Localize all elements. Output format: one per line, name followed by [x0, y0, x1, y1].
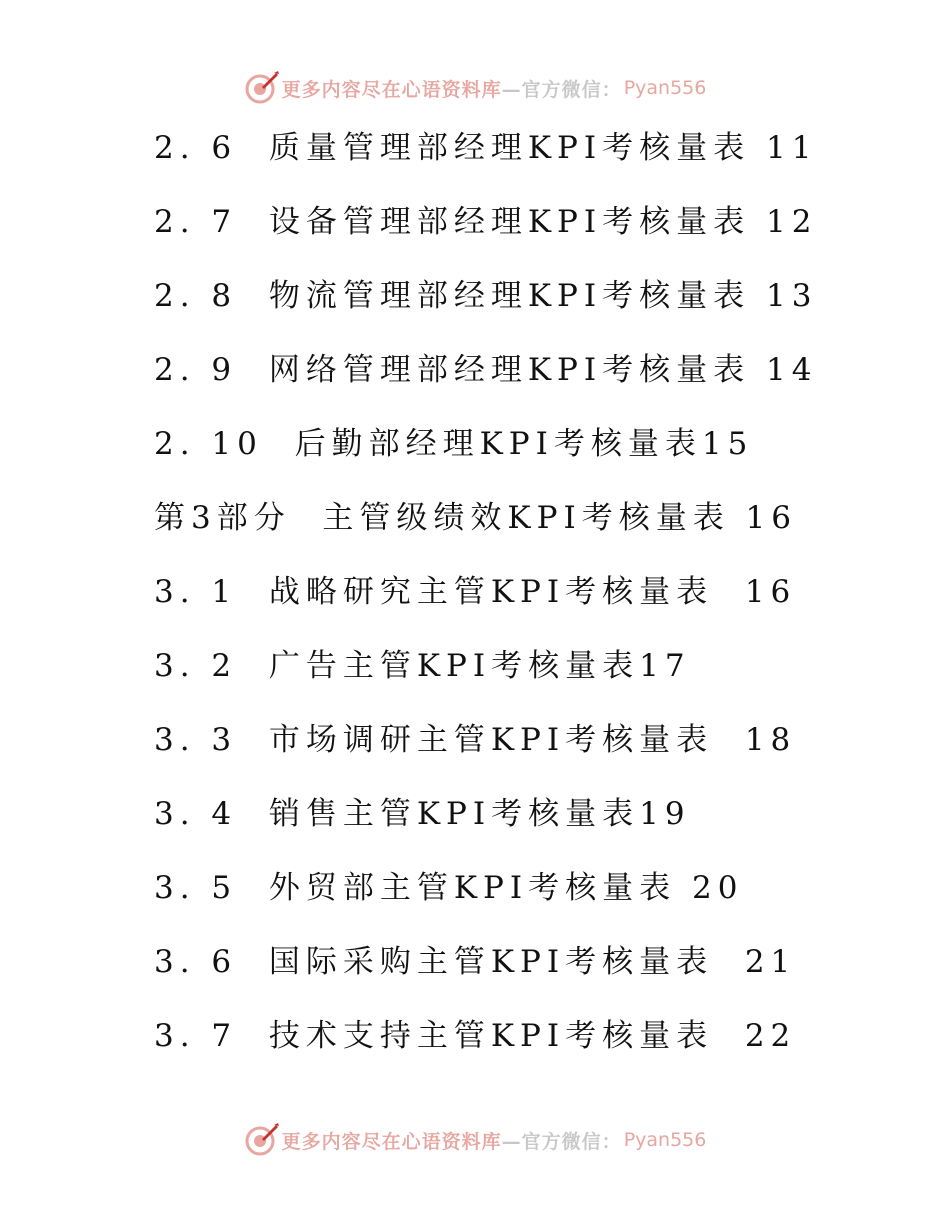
toc-entry: 3. 5 外贸部主管KPI考核量表 20: [154, 870, 744, 906]
watermark-separator: —官方微信：: [501, 1130, 622, 1153]
watermark-wechat-id: Pyan556: [623, 77, 707, 99]
watermark-separator: —官方微信：: [501, 78, 622, 101]
pen-logo-icon: [244, 70, 280, 106]
toc-entry: 3. 3 市场调研主管KPI考核量表 18: [154, 722, 797, 758]
toc-entry: 3. 7 技术支持主管KPI考核量表 22: [154, 1018, 797, 1054]
toc-entry: 3. 6 国际采购主管KPI考核量表 21: [154, 944, 797, 980]
pen-logo-icon: [244, 1122, 280, 1158]
toc-entry: 第3部分 主管级绩效KPI考核量表 16: [154, 500, 797, 536]
toc-entry: 2. 9 网络管理部经理KPI考核量表 14: [154, 352, 818, 388]
watermark-text: 更多内容尽在心语资料库: [281, 78, 502, 101]
watermark-footer: [0, 1122, 950, 1158]
toc-entry: 2. 6 质量管理部经理KPI考核量表 11: [154, 130, 818, 166]
toc-entry: 2. 10 后勤部经理KPI考核量表15: [154, 426, 754, 462]
toc-entry: 2. 7 设备管理部经理KPI考核量表 12: [154, 204, 818, 240]
watermark-wechat-id: Pyan556: [623, 1129, 707, 1151]
toc-entry: 2. 8 物流管理部经理KPI考核量表 13: [154, 278, 818, 314]
toc-entry: 3. 2 广告主管KPI考核量表17: [154, 648, 691, 684]
toc-entry: 3. 4 销售主管KPI考核量表19: [154, 796, 691, 832]
watermark-text: 更多内容尽在心语资料库: [281, 1130, 502, 1153]
watermark-header: [0, 70, 950, 106]
toc-entry: 3. 1 战略研究主管KPI考核量表 16: [154, 574, 797, 610]
